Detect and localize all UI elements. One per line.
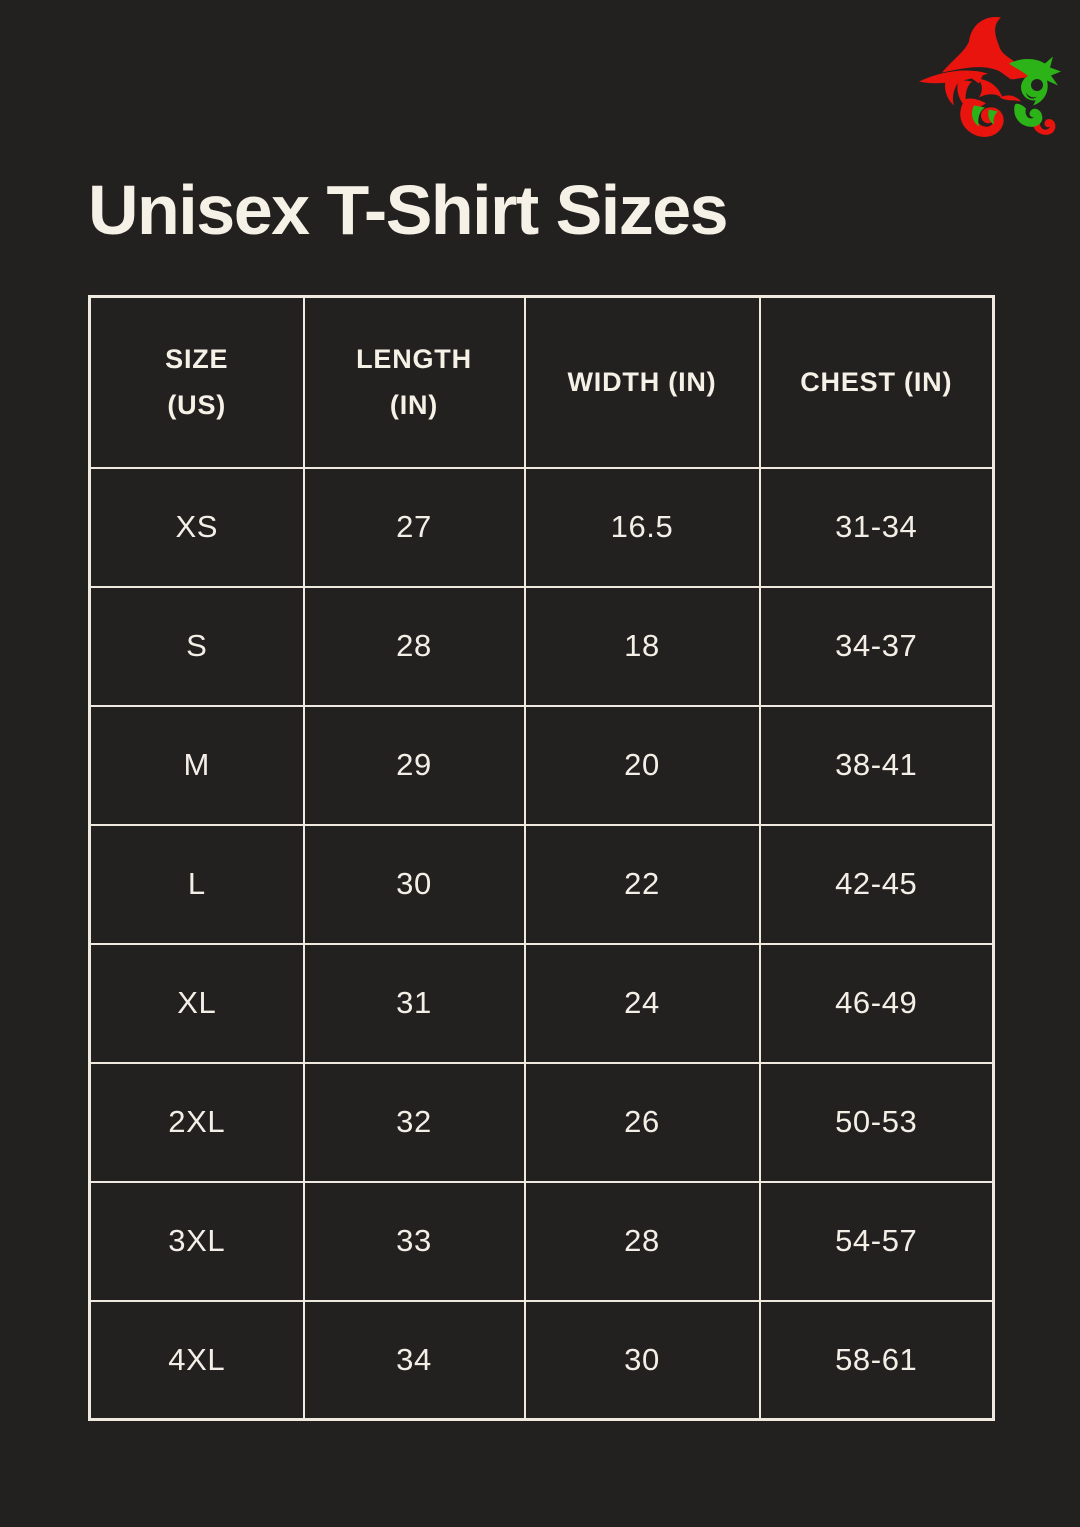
length-cell: 30 xyxy=(304,825,525,944)
width-cell: 20 xyxy=(525,706,760,825)
table-row xyxy=(90,944,994,1063)
size-cell: L xyxy=(90,825,304,944)
size-cell: 2XL xyxy=(90,1063,304,1182)
table-row xyxy=(90,468,994,587)
column-header-size xyxy=(90,297,304,468)
width-cell: 26 xyxy=(525,1063,760,1182)
table-row xyxy=(90,1063,994,1182)
width-cell: 16.5 xyxy=(525,468,760,587)
length-cell: 33 xyxy=(304,1182,525,1301)
width-cell: 24 xyxy=(525,944,760,1063)
width-cell: 18 xyxy=(525,587,760,706)
size-cell: S xyxy=(90,587,304,706)
length-cell: 32 xyxy=(304,1063,525,1182)
length-cell: 27 xyxy=(304,468,525,587)
size-cell: 4XL xyxy=(90,1301,304,1420)
header-line: CHEST (IN) xyxy=(800,367,953,398)
chest-cell: 31-34 xyxy=(760,468,994,587)
table-row xyxy=(90,825,994,944)
length-cell: 31 xyxy=(304,944,525,1063)
chest-cell: 58-61 xyxy=(760,1301,994,1420)
table-row xyxy=(90,1182,994,1301)
wizard-dragon-logo xyxy=(914,12,1064,138)
chest-cell: 50-53 xyxy=(760,1063,994,1182)
size-cell: XS xyxy=(90,468,304,587)
chest-cell: 38-41 xyxy=(760,706,994,825)
size-cell: 3XL xyxy=(90,1182,304,1301)
column-header-width xyxy=(525,297,760,468)
header-row xyxy=(90,297,994,468)
column-header-chest xyxy=(760,297,994,468)
page-title: Unisex T-Shirt Sizes xyxy=(88,171,728,249)
size-cell: XL xyxy=(90,944,304,1063)
header-line: WIDTH (IN) xyxy=(567,367,717,398)
header-line: LENGTH xyxy=(356,344,472,375)
size-chart-table xyxy=(88,295,995,1421)
chest-cell: 46-49 xyxy=(760,944,994,1063)
table-row xyxy=(90,587,994,706)
width-cell: 22 xyxy=(525,825,760,944)
header-line: SIZE xyxy=(165,344,229,375)
width-cell: 28 xyxy=(525,1182,760,1301)
header-line: (US) xyxy=(167,389,227,420)
header-line: (IN) xyxy=(389,389,439,420)
chest-cell: 54-57 xyxy=(760,1182,994,1301)
wizard-dragon-logo-svg xyxy=(914,12,1064,138)
table-row xyxy=(90,706,994,825)
chest-cell: 34-37 xyxy=(760,587,994,706)
table-row xyxy=(90,1301,994,1420)
length-cell: 29 xyxy=(304,706,525,825)
width-cell: 30 xyxy=(525,1301,760,1420)
chest-cell: 42-45 xyxy=(760,825,994,944)
length-cell: 34 xyxy=(304,1301,525,1420)
column-header-length xyxy=(304,297,525,468)
size-cell: M xyxy=(90,706,304,825)
length-cell: 28 xyxy=(304,587,525,706)
